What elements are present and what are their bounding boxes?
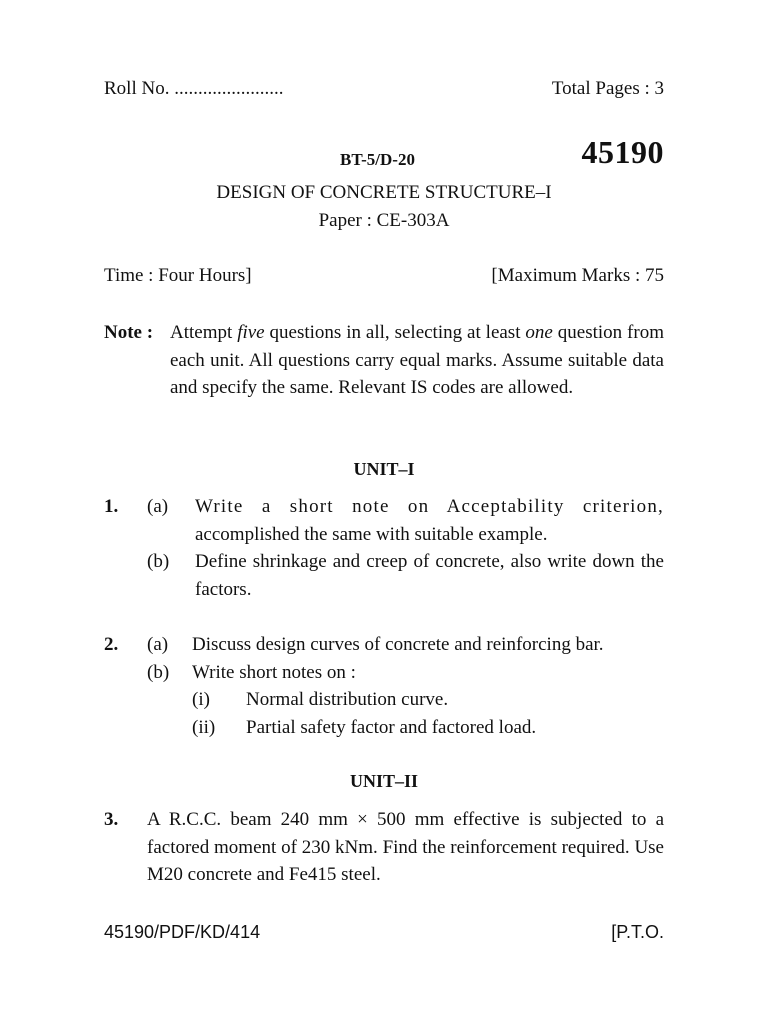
question-2b bbox=[147, 659, 664, 687]
note-text-part: question from each unit. All questions carry equal marks. Assume suitable data and specify the same. Relevant IS codes are allowed. bbox=[170, 322, 664, 398]
question-1a bbox=[147, 493, 664, 548]
unit-1-heading: UNIT–I bbox=[353, 459, 415, 479]
note-text bbox=[170, 319, 664, 402]
time-marks-row bbox=[104, 265, 664, 287]
sub-text: Write short notes on : bbox=[192, 661, 356, 683]
note-text-part: questions in all, selecting at least bbox=[264, 322, 526, 343]
page-footer bbox=[104, 922, 664, 943]
question-3 bbox=[104, 806, 664, 889]
question-number: 2. bbox=[104, 634, 119, 655]
exam-page bbox=[104, 0, 664, 1024]
sub-label: (b) bbox=[147, 551, 170, 572]
please-turn-over: [P.T.O. bbox=[611, 922, 664, 942]
paper-code: BT-5/D-20 bbox=[340, 150, 415, 169]
paper-name: Paper : CE-303A bbox=[318, 210, 450, 231]
question-1 bbox=[104, 493, 664, 603]
question-1b bbox=[147, 548, 664, 603]
question-2b-i bbox=[192, 686, 664, 714]
sub-label: (ii) bbox=[192, 716, 216, 738]
sub-label: (a) bbox=[147, 634, 169, 655]
note-text-part: Attempt bbox=[170, 322, 238, 343]
note-label: Note : bbox=[104, 322, 154, 343]
subject-title: DESIGN OF CONCRETE STRUCTURE–I bbox=[216, 182, 552, 203]
sub-text bbox=[195, 493, 664, 548]
sub-label: (i) bbox=[192, 689, 210, 710]
note-emphasis-one: one bbox=[525, 322, 553, 343]
sub-text-line: accomplished the same with suitable example. bbox=[195, 523, 548, 545]
exam-time: Time : Four Hours] bbox=[104, 265, 252, 286]
question-2b-ii bbox=[192, 714, 664, 742]
roll-number-label: Roll No. ....................... bbox=[104, 78, 284, 99]
note-emphasis-five: five bbox=[237, 322, 265, 343]
sub-label: (b) bbox=[147, 661, 170, 683]
question-number: 1. bbox=[104, 496, 119, 517]
footer-code: 45190/PDF/KD/414 bbox=[104, 922, 261, 942]
question-3-text: A R.C.C. beam 240 mm × 500 mm effective is subjected to a factored moment of 230 kNm. Find the reinforcement required. Use M20 concrete and Fe415 steel. bbox=[147, 809, 664, 885]
question-2 bbox=[104, 631, 664, 741]
maximum-marks: [Maximum Marks : 75 bbox=[491, 265, 664, 286]
unit-2-heading: UNIT–II bbox=[349, 771, 419, 791]
question-2a bbox=[147, 631, 664, 659]
instructions-note bbox=[104, 319, 664, 402]
sub-label: (a) bbox=[147, 496, 169, 517]
sub-text-line: Write a short note on Acceptability criterion, bbox=[195, 496, 664, 517]
question-number: 3. bbox=[104, 809, 119, 830]
header-row bbox=[104, 78, 664, 100]
sub-text: Normal distribution curve. bbox=[246, 689, 449, 710]
total-pages: Total Pages : 3 bbox=[551, 78, 664, 99]
sub-text: Partial safety factor and factored load. bbox=[246, 716, 537, 738]
sub-text: Discuss design curves of concrete and reinforcing bar. bbox=[192, 634, 604, 655]
paper-number: 45190 bbox=[581, 134, 664, 170]
paper-code-row bbox=[104, 134, 664, 180]
sub-text: Define shrinkage and creep of concrete, also write down the factors. bbox=[195, 551, 664, 600]
